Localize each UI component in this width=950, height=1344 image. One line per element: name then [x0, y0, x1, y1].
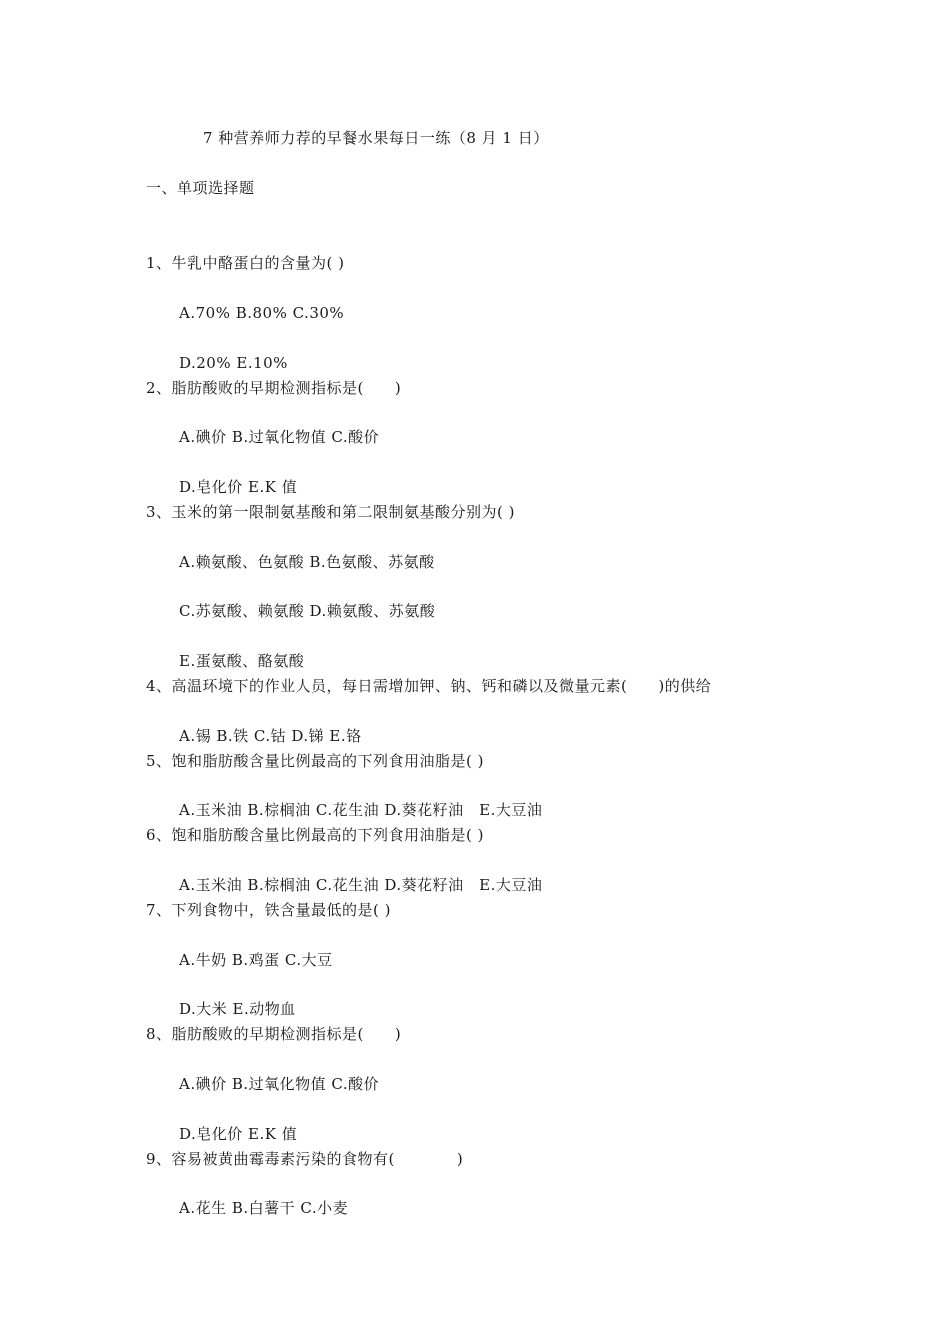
question-1-options-line-2: D.20% E.10%	[179, 354, 288, 372]
question-2-options-line-2: D.皂化价 E.K 值	[179, 478, 298, 496]
question-9-stem: 9、容易被黄曲霉毒素污染的食物有( )	[146, 1150, 464, 1168]
question-4-options-line-1: A.锡 B.铁 C.钴 D.锑 E.铬	[179, 727, 362, 745]
question-3-options-line-3: E.蛋氨酸、酪氨酸	[179, 652, 305, 670]
question-1-stem: 1、牛乳中酪蛋白的含量为( )	[146, 254, 345, 272]
question-9-options-line-1: A.花生 B.白薯干 C.小麦	[179, 1199, 349, 1217]
question-3-stem: 3、玉米的第一限制氨基酸和第二限制氨基酸分别为( )	[146, 503, 516, 521]
question-7-stem: 7、下列食物中，铁含量最低的是( )	[146, 901, 392, 919]
question-2-options-line-1: A.碘价 B.过氧化物值 C.酸价	[179, 428, 380, 446]
document-title: 7 种营养师力荐的早餐水果每日一练（8 月 1 日）	[203, 129, 549, 147]
question-5-stem: 5、饱和脂肪酸含量比例最高的下列食用油脂是( )	[146, 752, 485, 770]
question-6-stem: 6、饱和脂肪酸含量比例最高的下列食用油脂是( )	[146, 826, 485, 844]
question-7-options-line-2: D.大米 E.动物血	[179, 1000, 296, 1018]
question-3-options-line-1: A.赖氨酸、色氨酸 B.色氨酸、苏氨酸	[179, 553, 435, 571]
question-8-options-line-2: D.皂化价 E.K 值	[179, 1125, 298, 1143]
question-3-options-line-2: C.苏氨酸、赖氨酸 D.赖氨酸、苏氨酸	[179, 602, 436, 620]
question-7-options-line-1: A.牛奶 B.鸡蛋 C.大豆	[179, 951, 333, 969]
question-4-stem: 4、高温环境下的作业人员，每日需增加钾、钠、钙和磷以及微量元素( )的供给	[146, 677, 712, 695]
question-2-stem: 2、脂肪酸败的早期检测指标是( )	[146, 379, 402, 397]
question-8-stem: 8、脂肪酸败的早期检测指标是( )	[146, 1025, 402, 1043]
section-heading: 一、单项选择题	[146, 179, 255, 197]
question-1-options-line-1: A.70% B.80% C.30%	[179, 304, 345, 322]
question-6-options-line-1: A.玉米油 B.棕榈油 C.花生油 D.葵花籽油 E.大豆油	[179, 876, 543, 894]
question-5-options-line-1: A.玉米油 B.棕榈油 C.花生油 D.葵花籽油 E.大豆油	[179, 801, 543, 819]
question-8-options-line-1: A.碘价 B.过氧化物值 C.酸价	[179, 1075, 380, 1093]
